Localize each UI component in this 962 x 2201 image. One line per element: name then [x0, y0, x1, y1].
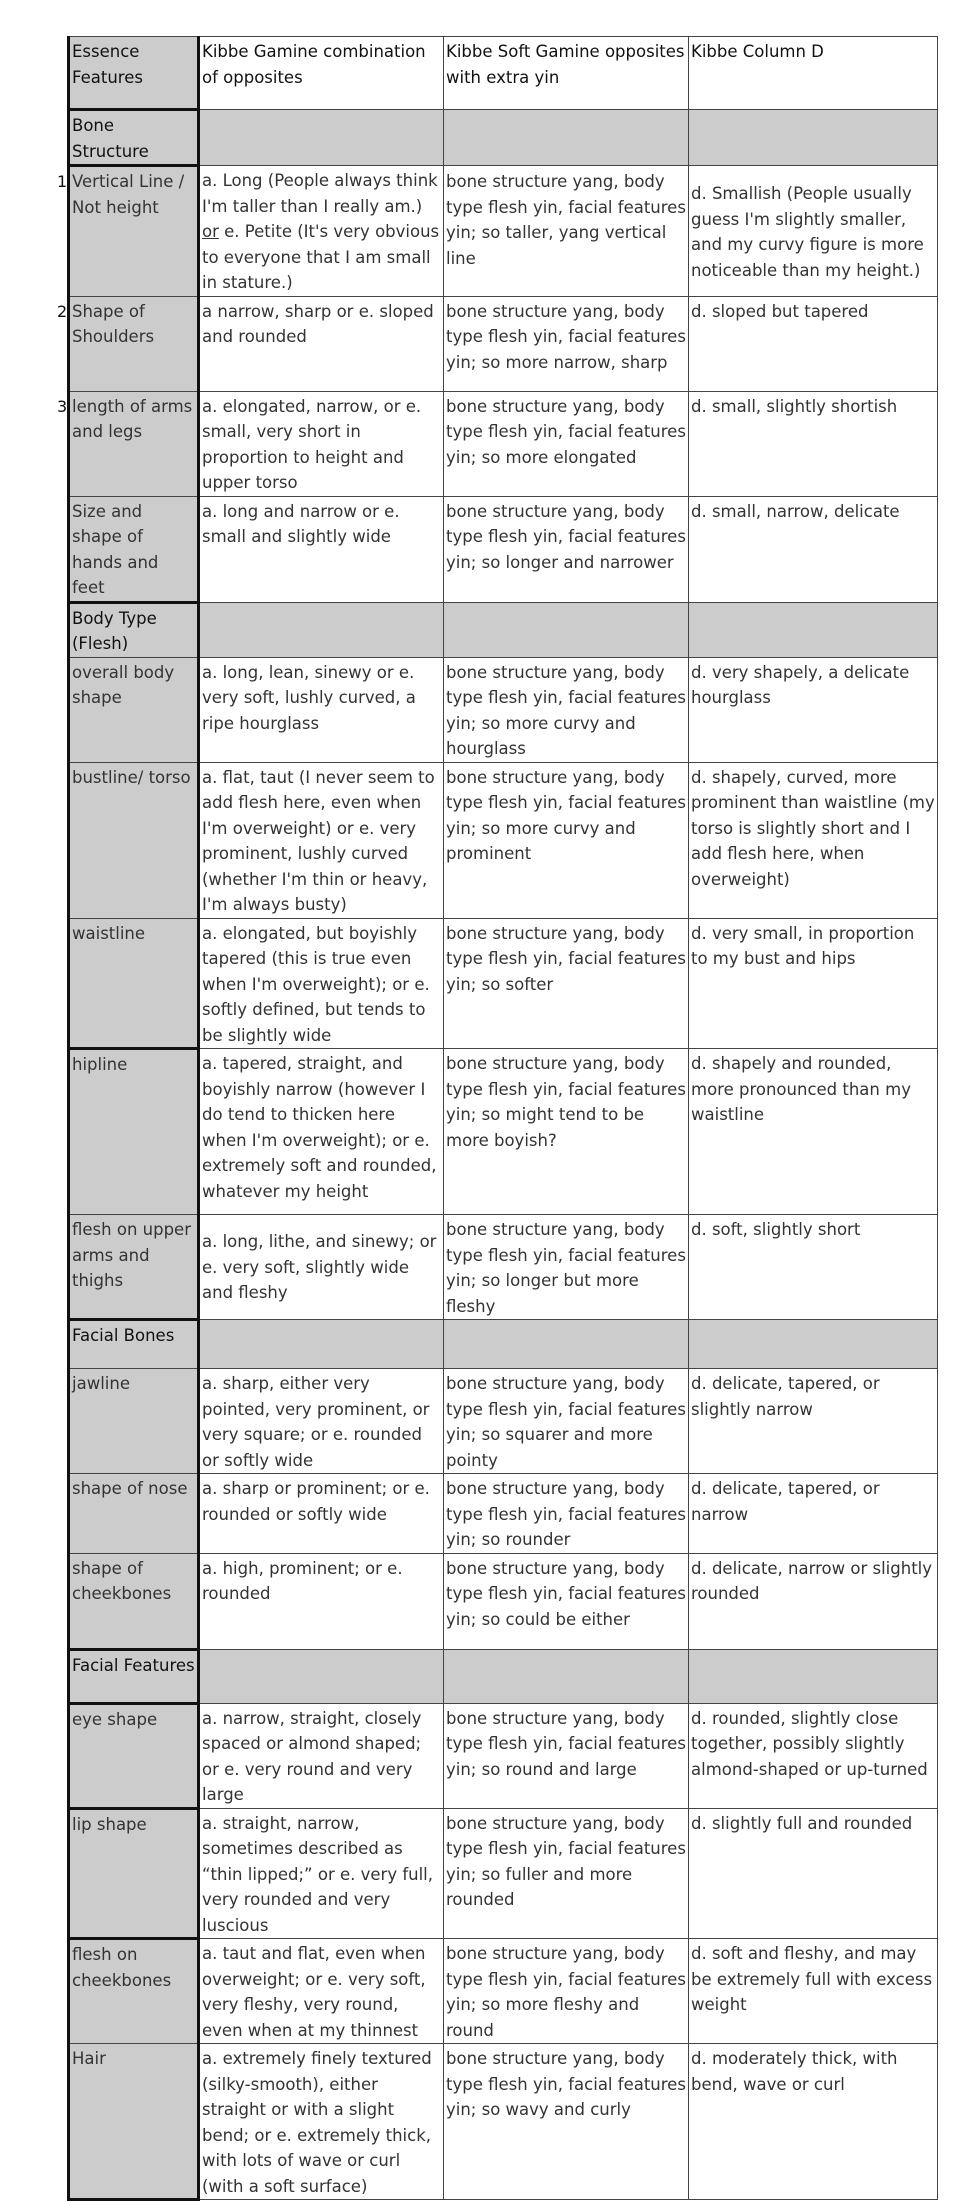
- column-d-cell: d. delicate, tapered, or narrow: [689, 1474, 938, 1554]
- table-row: [69, 657, 938, 762]
- gamine-cell: a. elongated, but boyishly tapered (this is true even when I'm overweight); or e. softly defined, but tends to be slightly wide: [199, 918, 444, 1049]
- row-label: shape of cheekbones: [69, 1553, 199, 1649]
- gamine-cell: a. elongated, narrow, or e. small, very short in proportion to height and upper torso: [199, 391, 444, 496]
- table-row: [69, 1703, 938, 1808]
- section-row-facial-features: [69, 1649, 938, 1703]
- column-d-cell: d. rounded, slightly close together, possibly slightly almond-shaped or up-turned: [689, 1703, 938, 1808]
- soft-gamine-cell: bone structure yang, body type flesh yin, facial features yin; so might tend to be more boyish?: [444, 1049, 689, 1215]
- section-label: Facial Features: [69, 1649, 199, 1703]
- gamine-cell: a. long and narrow or e. small and slightly wide: [199, 496, 444, 602]
- column-d-cell: d. soft and fleshy, and may be extremely full with excess weight: [689, 1939, 938, 2044]
- soft-gamine-cell: bone structure yang, body type flesh yin, facial features yin; so more fleshy and round: [444, 1939, 689, 2044]
- table-row: [69, 1049, 938, 1215]
- soft-gamine-cell: bone structure yang, body type flesh yin, facial features yin; so fuller and more rounded: [444, 1808, 689, 1939]
- row-number: 3: [57, 396, 68, 416]
- row-label: jawline: [69, 1369, 199, 1474]
- row-label: overall body shape: [69, 657, 199, 762]
- column-d-cell: d. soft, slightly short: [689, 1215, 938, 1320]
- gamine-cell: a. sharp, either very pointed, very prominent, or very square; or e. rounded or softly wide: [199, 1369, 444, 1474]
- soft-gamine-cell: bone structure yang, body type flesh yin, facial features yin; so longer and narrower: [444, 496, 689, 602]
- gamine-cell: a narrow, sharp or e. sloped and rounded: [199, 296, 444, 391]
- table-row: [69, 391, 938, 496]
- header-soft-gamine: Kibbe Soft Gamine opposites with extra yin: [444, 37, 689, 110]
- section-row-body-type: [69, 602, 938, 657]
- soft-gamine-cell: bone structure yang, body type flesh yin, facial features yin; so softer: [444, 918, 689, 1049]
- row-label: flesh on upper arms and thighs: [69, 1215, 199, 1320]
- section-blank: [199, 110, 444, 166]
- table-row: [69, 1474, 938, 1554]
- section-blank: [199, 602, 444, 657]
- header-column-d: Kibbe Column D: [689, 37, 938, 110]
- table-row: [69, 296, 938, 391]
- table-row: [69, 918, 938, 1049]
- table-row: [69, 1808, 938, 1939]
- section-blank: [444, 110, 689, 166]
- section-row-facial-bones: [69, 1320, 938, 1369]
- row-label: flesh on cheekbones: [69, 1939, 199, 2044]
- section-blank: [444, 1320, 689, 1369]
- row-label: 1 Vertical Line / Not height: [69, 166, 199, 297]
- gamine-cell: a. Long (People always think I'm taller than I really am.) or e. Petite (It's very obvious to everyone that I am small in stature.): [199, 166, 444, 297]
- table-row: [69, 1215, 938, 1320]
- row-label: 2 Shape of Shoulders: [69, 296, 199, 391]
- column-d-cell: d. very small, in proportion to my bust and hips: [689, 918, 938, 1049]
- gamine-cell: a. sharp or prominent; or e. rounded or softly wide: [199, 1474, 444, 1554]
- column-d-cell: d. very shapely, a delicate hourglass: [689, 657, 938, 762]
- gamine-cell: a. flat, taut (I never seem to add flesh here, even when I'm overweight) or e. very prominent, lushly curved (whether I'm thin or heavy, I'm always busty): [199, 762, 444, 918]
- section-blank: [689, 602, 938, 657]
- soft-gamine-cell: bone structure yang, body type flesh yin, facial features yin; so more curvy and prominent: [444, 762, 689, 918]
- soft-gamine-cell: bone structure yang, body type flesh yin, facial features yin; so rounder: [444, 1474, 689, 1554]
- section-blank: [199, 1649, 444, 1703]
- column-d-cell: d. delicate, tapered, or slightly narrow: [689, 1369, 938, 1474]
- column-d-cell: d. moderately thick, with bend, wave or curl: [689, 2044, 938, 2200]
- gamine-cell: a. long, lithe, and sinewy; or e. very soft, slightly wide and fleshy: [199, 1215, 444, 1320]
- soft-gamine-cell: bone structure yang, body type flesh yin, facial features yin; so more curvy and hourglass: [444, 657, 689, 762]
- row-number: 1: [57, 172, 68, 191]
- section-label: Body Type (Flesh): [69, 602, 199, 657]
- table-row: [69, 166, 938, 297]
- soft-gamine-cell: bone structure yang, body type flesh yin, facial features yin; so squarer and more pointy: [444, 1369, 689, 1474]
- table-row: [69, 1553, 938, 1649]
- soft-gamine-cell: bone structure yang, body type flesh yin, facial features yin; so round and large: [444, 1703, 689, 1808]
- column-d-cell: d. shapely, curved, more prominent than waistline (my torso is slightly short and I add flesh here, when overweight): [689, 762, 938, 918]
- soft-gamine-cell: bone structure yang, body type flesh yin, facial features yin; so taller, yang vertical line: [444, 166, 689, 297]
- header-row: [69, 37, 938, 110]
- table-row: [69, 1939, 938, 2044]
- soft-gamine-cell: bone structure yang, body type flesh yin, facial features yin; so more elongated: [444, 391, 689, 496]
- soft-gamine-cell: bone structure yang, body type flesh yin, facial features yin; so wavy and curly: [444, 2044, 689, 2200]
- table-row: [69, 496, 938, 602]
- section-blank: [689, 1649, 938, 1703]
- gamine-cell: a. taut and flat, even when overweight; or e. very soft, very fleshy, very round, even when at my thinnest: [199, 1939, 444, 2044]
- gamine-cell: a. straight, narrow, sometimes described as “thin lipped;” or e. very full, very rounded and very luscious: [199, 1808, 444, 1939]
- row-label: lip shape: [69, 1808, 199, 1939]
- column-d-cell: d. small, narrow, delicate: [689, 496, 938, 602]
- row-label: Size and shape of hands and feet: [69, 496, 199, 602]
- row-label: hipline: [69, 1049, 199, 1215]
- row-label: Hair: [69, 2044, 199, 2200]
- gamine-cell: a. extremely finely textured (silky-smooth), either straight or with a slight bend; or e. extremely thick, with lots of wave or curl (with a soft surface): [199, 2044, 444, 2200]
- row-label: 3 length of arms and legs: [69, 391, 199, 496]
- header-essence-features: Essence Features: [69, 37, 199, 110]
- section-row-bone-structure: [69, 110, 938, 166]
- column-d-cell: d. shapely and rounded, more pronounced than my waistline: [689, 1049, 938, 1215]
- section-label: Bone Structure: [69, 110, 199, 166]
- table-row: [69, 2044, 938, 2200]
- column-d-cell: d. delicate, narrow or slightly rounded: [689, 1553, 938, 1649]
- gamine-cell: a. long, lean, sinewy or e. very soft, lushly curved, a ripe hourglass: [199, 657, 444, 762]
- gamine-cell: a. tapered, straight, and boyishly narrow (however I do tend to thicken here when I'm overweight); or e. extremely soft and rounded, whatever my height: [199, 1049, 444, 1215]
- gamine-cell: a. narrow, straight, closely spaced or almond shaped; or e. very round and very large: [199, 1703, 444, 1808]
- row-label: shape of nose: [69, 1474, 199, 1554]
- row-number: 2: [57, 301, 68, 321]
- section-blank: [689, 1320, 938, 1369]
- soft-gamine-cell: bone structure yang, body type flesh yin, facial features yin; so could be either: [444, 1553, 689, 1649]
- section-label: Facial Bones: [69, 1320, 199, 1369]
- table-row: [69, 762, 938, 918]
- section-blank: [444, 1649, 689, 1703]
- column-d-cell: d. small, slightly shortish: [689, 391, 938, 496]
- soft-gamine-cell: bone structure yang, body type flesh yin, facial features yin; so more narrow, sharp: [444, 296, 689, 391]
- row-label: bustline/ torso: [69, 762, 199, 918]
- table-row: [69, 1369, 938, 1474]
- row-label: waistline: [69, 918, 199, 1049]
- gamine-cell: a. high, prominent; or e. rounded: [199, 1553, 444, 1649]
- section-blank: [199, 1320, 444, 1369]
- column-d-cell: d. slightly full and rounded: [689, 1808, 938, 1939]
- header-gamine: Kibbe Gamine combination of opposites: [199, 37, 444, 110]
- column-d-cell: d. Smallish (People usually guess I'm slightly smaller, and my curvy figure is more noticeable than my height.): [689, 166, 938, 297]
- column-d-cell: d. sloped but tapered: [689, 296, 938, 391]
- soft-gamine-cell: bone structure yang, body type flesh yin, facial features yin; so longer but more fleshy: [444, 1215, 689, 1320]
- section-blank: [689, 110, 938, 166]
- kibbe-comparison-table: [57, 36, 938, 2201]
- section-blank: [444, 602, 689, 657]
- row-label: eye shape: [69, 1703, 199, 1808]
